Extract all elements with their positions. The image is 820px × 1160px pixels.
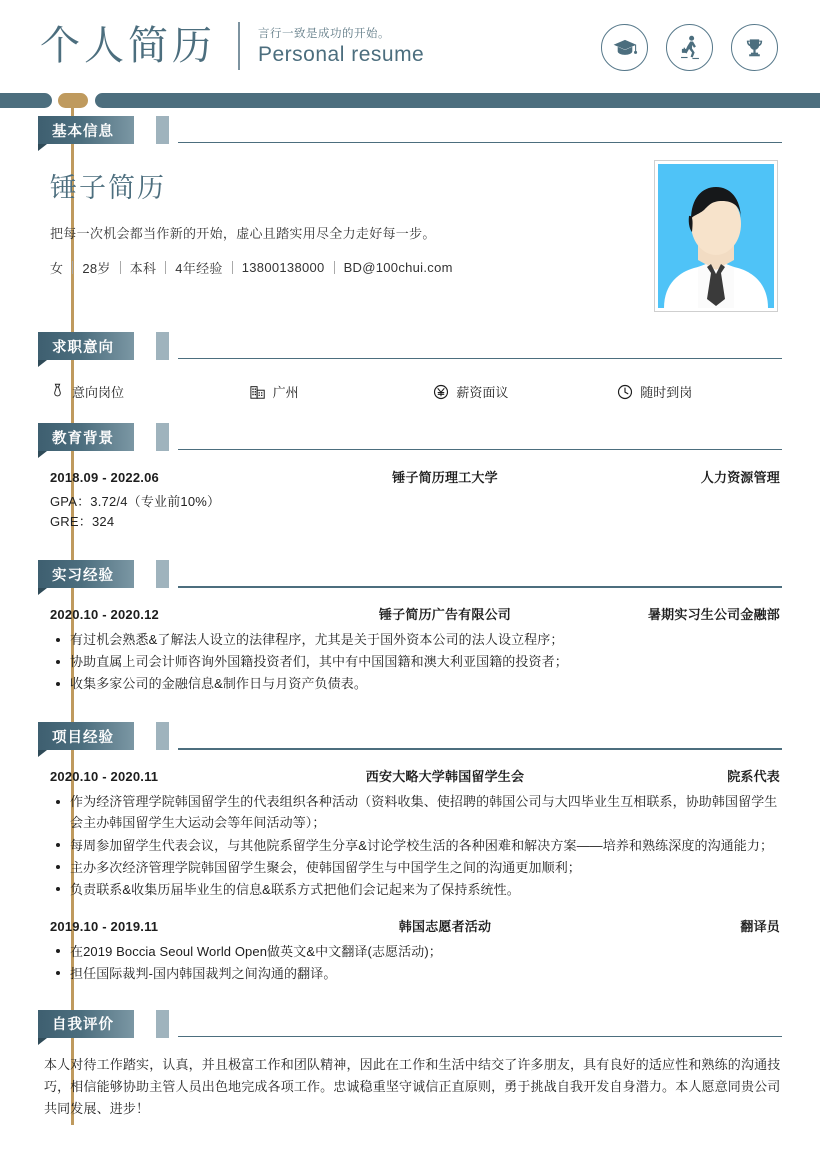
page-title-en: Personal resume xyxy=(258,43,425,66)
list-item: 主办多次经济管理学院韩国留学生聚会，使韩国留学生与中国学生之间的沟通更加顺利； xyxy=(50,857,780,878)
section-body xyxy=(38,150,820,312)
education-gre: GRE：324 xyxy=(50,514,115,530)
title-divider xyxy=(238,22,240,70)
avatar xyxy=(654,160,778,312)
section-header xyxy=(38,1010,820,1044)
section-rule xyxy=(178,358,782,359)
section-body xyxy=(38,366,820,401)
section-tag-fold xyxy=(38,360,47,367)
meta-divider xyxy=(165,261,166,274)
header-icon-group xyxy=(601,24,778,71)
entry-date: 2020.10 - 2020.12 xyxy=(50,607,159,623)
section-basic-info xyxy=(0,116,820,312)
list-item: 每周参加留学生代表会议，与其他院系留学生分享&讨论学校生活的各种困难和解决方案——培养和熟练深度的沟通能力； xyxy=(50,835,780,856)
meta-age: 28岁 xyxy=(82,261,111,276)
person-meta-row xyxy=(50,258,654,277)
list-item: 负责联系&收集历届毕业生的信息&联系方式把他们会记起来为了保持系统性。 xyxy=(50,879,780,900)
intent-row xyxy=(50,376,780,401)
section-tag-fold xyxy=(38,451,47,458)
meta-experience: 4年经验 xyxy=(175,261,223,276)
list-item: 收集多家公司的金融信息&制作日与月资产负债表。 xyxy=(50,673,780,694)
section-title-text: 求职意向 xyxy=(52,339,114,356)
section-rule xyxy=(178,449,782,450)
section-title-tag xyxy=(38,722,134,750)
entry-header xyxy=(50,604,780,623)
intent-label: 广州 xyxy=(272,385,299,400)
meta-divider xyxy=(232,261,233,274)
intent-label: 薪资面议 xyxy=(456,385,509,400)
decor-bar-long xyxy=(95,93,820,108)
section-rule xyxy=(178,748,782,749)
meta-gender: 女 xyxy=(50,261,64,276)
education-gpa: GPA：3.72/4（专业前10%） xyxy=(50,494,221,509)
section-accent-block xyxy=(156,332,169,360)
entry-bullet-list xyxy=(50,941,780,984)
section-header xyxy=(38,560,820,594)
meta-email: BD@100chui.com xyxy=(343,260,453,275)
section-self-evaluation xyxy=(0,1010,820,1121)
entry-date: 2020.10 - 2020.11 xyxy=(50,769,159,785)
section-body xyxy=(38,756,820,983)
section-accent-block xyxy=(156,423,169,451)
entry-role: 院系代表 xyxy=(727,769,780,785)
section-education xyxy=(0,423,820,532)
yen-circle-icon xyxy=(433,384,449,400)
project-entry xyxy=(50,916,780,984)
section-tag-fold xyxy=(38,750,47,757)
meta-degree: 本科 xyxy=(129,261,157,276)
necktie-icon xyxy=(50,383,65,400)
intent-item-city xyxy=(250,382,434,401)
page-title-cn: 个人简历 xyxy=(40,24,216,68)
meta-phone: 13800138000 xyxy=(241,260,325,275)
entry-header xyxy=(50,916,780,935)
section-rule xyxy=(178,586,782,587)
list-item: 有过机会熟悉&了解法人设立的法律程序，尤其是关于国外资本公司的法人设立程序； xyxy=(50,629,780,650)
section-accent-block xyxy=(156,116,169,144)
section-title-text: 基本信息 xyxy=(52,123,114,140)
page-header xyxy=(0,0,820,92)
graduation-cap-icon xyxy=(601,24,648,71)
section-internship xyxy=(0,560,820,694)
trophy-icon xyxy=(731,24,778,71)
section-tag-fold xyxy=(38,144,47,151)
clock-icon xyxy=(617,384,633,400)
list-item: 担任国际裁判-国内韩国裁判之间沟通的翻译。 xyxy=(50,963,780,984)
list-item: 协助直属上司会计师咨询外国籍投资者们，其中有中国国籍和澳大利亚国籍的投资者； xyxy=(50,651,780,672)
intent-item-position xyxy=(50,382,250,401)
project-entry xyxy=(50,766,780,899)
entry-role: 翻译员 xyxy=(740,918,780,934)
section-header xyxy=(38,722,820,756)
intent-label: 随时到岗 xyxy=(640,385,693,400)
section-title-tag xyxy=(38,560,134,588)
meta-divider xyxy=(72,261,73,274)
list-item: 在2019 Boccia Seoul World Open做英文&中文翻译(志愿活动)； xyxy=(50,941,780,962)
entry-role: 人力资源管理 xyxy=(700,470,780,485)
entry-organization: 西安大略大学韩国留学生会 xyxy=(365,769,525,785)
section-rule xyxy=(178,1036,782,1037)
header-decor-bar xyxy=(0,93,820,108)
entry-header xyxy=(50,467,780,486)
intent-item-salary xyxy=(433,382,617,401)
intent-label: 意向岗位 xyxy=(72,385,125,400)
section-accent-block xyxy=(156,560,169,588)
decor-pill-left xyxy=(0,93,52,108)
internship-entry xyxy=(50,604,780,694)
person-motto: 把每一次机会都当作新的开始，虚心且踏实用尽全力走好每一步。 xyxy=(50,226,436,241)
section-title-tag xyxy=(38,1010,134,1038)
entry-role: 暑期实习生公司金融部 xyxy=(647,607,780,623)
section-header xyxy=(38,332,820,366)
entry-date: 2019.10 - 2019.11 xyxy=(50,918,159,934)
section-body xyxy=(38,1044,820,1121)
meta-divider xyxy=(120,261,121,274)
entry-organization: 锤子简历广告有限公司 xyxy=(378,607,511,623)
section-accent-block xyxy=(156,1010,169,1038)
section-accent-block xyxy=(156,722,169,750)
title-subtitle-group xyxy=(258,25,424,67)
businessman-walking-icon xyxy=(666,24,713,71)
section-header xyxy=(38,423,820,457)
meta-divider xyxy=(334,261,335,274)
section-body xyxy=(38,457,820,532)
entry-organization: 锤子简历理工大学 xyxy=(392,470,498,485)
entry-bullet-list xyxy=(50,629,780,694)
section-title-tag xyxy=(38,116,134,144)
section-tag-fold xyxy=(38,588,47,595)
section-title-text: 实习经验 xyxy=(52,567,114,584)
self-evaluation-text: 本人对待工作踏实，认真，并且极富工作和团队精神，因此在工作和生活中结交了许多朋友，具有良好的适应性和熟练的沟通技巧，相信能够协助主管人员出色地完成各项工作。忠诚稳重坚守诚信正直原则，勇于挑战自我开发自身潜力。本人愿意同贵公司共同发展、进步！ xyxy=(44,1056,781,1117)
section-title-text: 项目经验 xyxy=(52,729,114,746)
list-item: 作为经济管理学院韩国留学生的代表组织各种活动（资料收集、使招聘的韩国公司与大四毕业生互相联系，协助韩国留学生会主办韩国留学生大运动会等年间活动等）； xyxy=(50,791,780,833)
entry-bullet-list xyxy=(50,791,780,899)
section-tag-fold xyxy=(38,1038,47,1045)
section-body xyxy=(38,594,820,694)
building-icon xyxy=(250,384,266,400)
section-job-intent xyxy=(0,332,820,401)
section-title-text: 教育背景 xyxy=(52,430,114,447)
section-rule xyxy=(178,142,782,143)
section-title-tag xyxy=(38,423,134,451)
intent-item-availability xyxy=(617,382,780,401)
section-project xyxy=(0,722,820,983)
section-header xyxy=(38,116,820,150)
entry-header xyxy=(50,766,780,785)
education-entry xyxy=(50,467,780,532)
entry-organization: 韩国志愿者活动 xyxy=(398,918,492,934)
person-name: 锤子简历 xyxy=(50,173,166,203)
entry-date: 2018.09 - 2022.06 xyxy=(50,470,159,485)
header-slogan: 言行一致是成功的开始。 xyxy=(258,28,390,40)
section-title-tag xyxy=(38,332,134,360)
section-title-text: 自我评价 xyxy=(52,1017,114,1034)
